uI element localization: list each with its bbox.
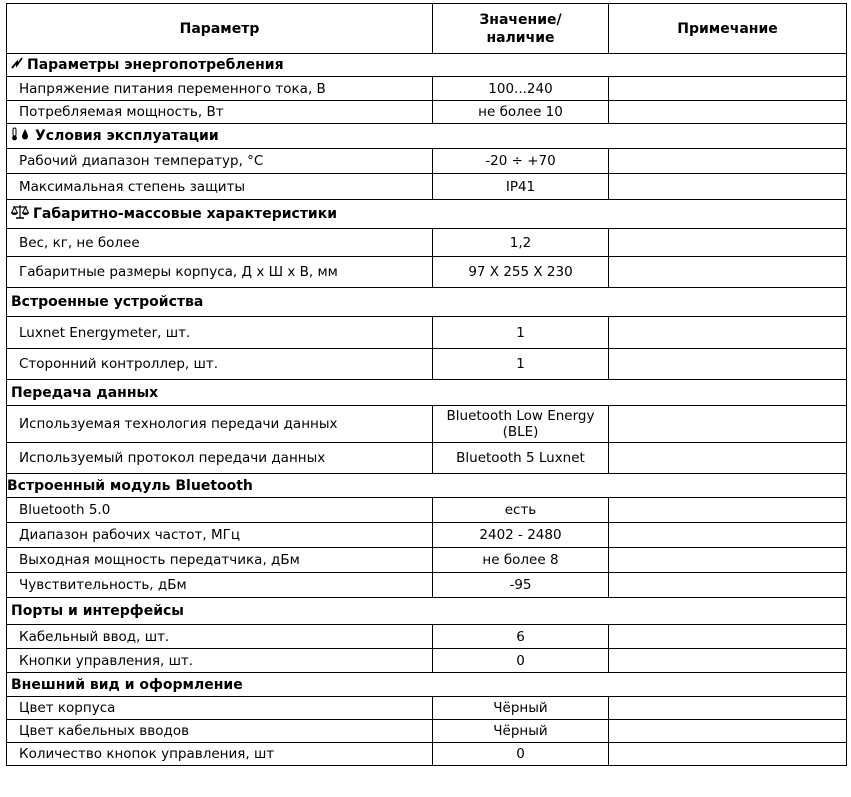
param-cell: Кнопки управления, шт. <box>7 649 433 673</box>
note-cell <box>609 573 847 598</box>
param-cell: Габаритные размеры корпуса, Д х Ш х В, мм <box>7 257 433 288</box>
section-row-dimensions <box>7 200 847 229</box>
value-cell: 100...240 <box>433 77 609 101</box>
value-line1: Bluetooth Low Energy <box>446 408 595 424</box>
table-row <box>7 743 847 766</box>
table-row <box>7 498 847 523</box>
header-value-line2: наличие <box>486 29 555 46</box>
section-title: Встроенный модуль Bluetooth <box>7 474 847 498</box>
section-title: Габаритно-массовые характеристики <box>33 206 338 222</box>
section-row-builtin-devices <box>7 288 847 317</box>
section-row-energy <box>7 54 847 77</box>
table-row <box>7 349 847 380</box>
value-cell: не более 10 <box>433 101 609 124</box>
value-cell: 0 <box>433 743 609 766</box>
value-cell: Bluetooth 5 Luxnet <box>433 443 609 474</box>
param-cell: Потребляемая мощность, Вт <box>7 101 433 124</box>
value-cell: -20 ÷ +70 <box>433 149 609 174</box>
value-cell: 1 <box>433 317 609 349</box>
param-cell: Напряжение питания переменного тока, В <box>7 77 433 101</box>
header-value-line1: Значение/ <box>479 11 562 28</box>
param-cell: Используемый протокол передачи данных <box>7 443 433 474</box>
note-cell <box>609 229 847 257</box>
table-row <box>7 573 847 598</box>
section-row-ports <box>7 598 847 625</box>
section-title: Встроенные устройства <box>7 288 847 317</box>
value-cell: 1 <box>433 349 609 380</box>
note-cell <box>609 649 847 673</box>
param-cell: Чувствительность, дБм <box>7 573 433 598</box>
value-cell: Чёрный <box>433 697 609 720</box>
note-cell <box>609 101 847 124</box>
value-cell <box>433 406 609 443</box>
table-row <box>7 523 847 548</box>
section-row-appearance <box>7 673 847 697</box>
header-note: Примечание <box>609 4 847 54</box>
param-cell: Количество кнопок управления, шт <box>7 743 433 766</box>
table-row <box>7 317 847 349</box>
section-row-bluetooth-module <box>7 474 847 498</box>
scales-icon <box>11 204 29 224</box>
table-row <box>7 406 847 443</box>
note-cell <box>609 257 847 288</box>
note-cell <box>609 406 847 443</box>
value-cell: 97 Х 255 Х 230 <box>433 257 609 288</box>
param-cell: Сторонний контроллер, шт. <box>7 349 433 380</box>
table-row <box>7 149 847 174</box>
param-cell: Кабельный ввод, шт. <box>7 625 433 649</box>
spec-table <box>6 3 847 766</box>
value-cell: 0 <box>433 649 609 673</box>
value-cell: -95 <box>433 573 609 598</box>
table-row <box>7 697 847 720</box>
note-cell <box>609 443 847 474</box>
section-row-conditions <box>7 124 847 149</box>
note-cell <box>609 77 847 101</box>
table-row <box>7 229 847 257</box>
param-cell: Диапазон рабочих частот, МГц <box>7 523 433 548</box>
value-cell: 2402 - 2480 <box>433 523 609 548</box>
table-header-row <box>7 4 847 54</box>
table-row <box>7 101 847 124</box>
header-param: Параметр <box>7 4 433 54</box>
value-cell: Чёрный <box>433 720 609 743</box>
param-cell: Используемая технология передачи данных <box>7 406 433 443</box>
lightning-icon <box>11 57 23 73</box>
table-row <box>7 720 847 743</box>
param-cell: Цвет корпуса <box>7 697 433 720</box>
table-row <box>7 443 847 474</box>
param-cell: Выходная мощность передатчика, дБм <box>7 548 433 573</box>
note-cell <box>609 697 847 720</box>
value-cell: 6 <box>433 625 609 649</box>
value-line2: (BLE) <box>502 424 539 440</box>
section-row-data-transfer <box>7 380 847 406</box>
note-cell <box>609 174 847 200</box>
table-row <box>7 625 847 649</box>
section-title: Внешний вид и оформление <box>7 673 847 697</box>
note-cell <box>609 625 847 649</box>
note-cell <box>609 317 847 349</box>
note-cell <box>609 523 847 548</box>
note-cell <box>609 720 847 743</box>
table-row <box>7 548 847 573</box>
thermometer-drop-icon <box>11 127 31 145</box>
table-row <box>7 649 847 673</box>
section-title: Условия эксплуатации <box>35 128 219 144</box>
table-row <box>7 77 847 101</box>
note-cell <box>609 548 847 573</box>
value-cell: не более 8 <box>433 548 609 573</box>
param-cell: Рабочий диапазон температур, °С <box>7 149 433 174</box>
param-cell: Luxnet Energymeter, шт. <box>7 317 433 349</box>
param-cell: Цвет кабельных вводов <box>7 720 433 743</box>
value-cell: 1,2 <box>433 229 609 257</box>
value-cell: IP41 <box>433 174 609 200</box>
note-cell <box>609 743 847 766</box>
note-cell <box>609 498 847 523</box>
section-title: Параметры энергопотребления <box>27 57 284 73</box>
param-cell: Bluetooth 5.0 <box>7 498 433 523</box>
note-cell <box>609 149 847 174</box>
table-row <box>7 257 847 288</box>
param-cell: Максимальная степень защиты <box>7 174 433 200</box>
table-row <box>7 174 847 200</box>
header-value <box>433 4 609 54</box>
note-cell <box>609 349 847 380</box>
section-title: Передача данных <box>7 380 847 406</box>
section-title: Порты и интерфейсы <box>7 598 847 625</box>
value-cell: есть <box>433 498 609 523</box>
param-cell: Вес, кг, не более <box>7 229 433 257</box>
